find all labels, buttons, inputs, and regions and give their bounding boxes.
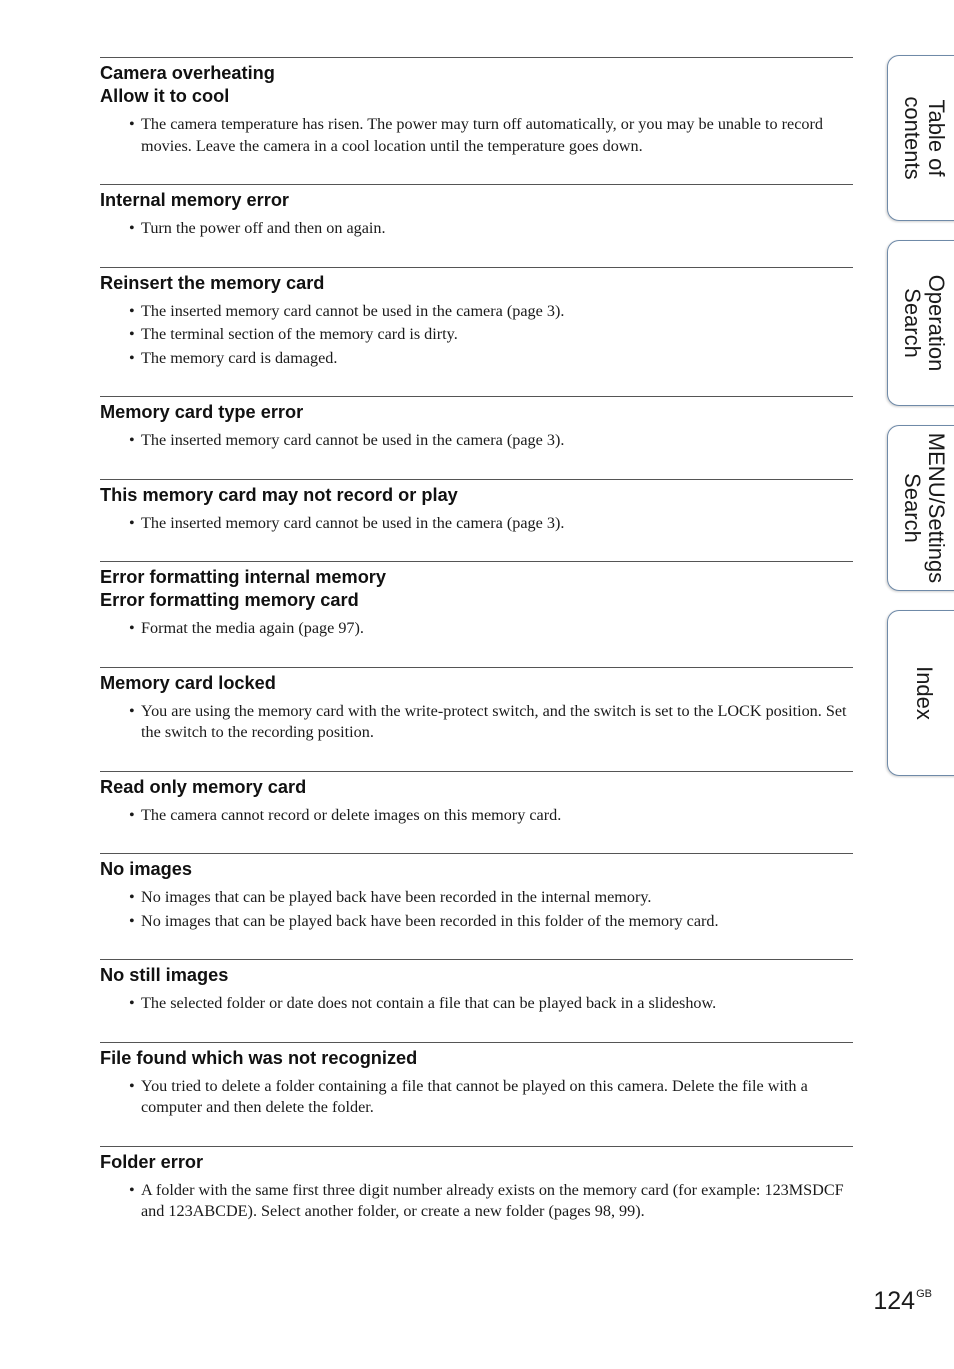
- document-body: [100, 57, 853, 1225]
- message-heading: This memory card may not record or play: [100, 484, 458, 505]
- bullet-item: • Format the media again (page 97).: [100, 618, 853, 640]
- bullet-item: • A folder with the same first three digit number already exists on the memory card (for example: 123MSDCF and 123ABCDE). Select another folder, or create a new folder (pages 98, 99).: [100, 1180, 853, 1223]
- bullet-item: • You tried to delete a folder containing a file that cannot be played on this camera. Delete the file with a computer and then delete the folder.: [100, 1076, 853, 1119]
- bullet-list: [100, 301, 853, 370]
- bullet-list: [100, 887, 853, 932]
- tab-operation-search[interactable]: [887, 240, 954, 406]
- tab-label-line: MENU/Settings: [924, 432, 949, 584]
- message-heading: No images: [100, 859, 192, 879]
- message-entry: [100, 57, 853, 184]
- tab-table-of-contents[interactable]: [887, 55, 954, 221]
- bullet-item: • The memory card is damaged.: [100, 348, 853, 370]
- bullet-list: [100, 993, 853, 1015]
- message-entry: [100, 396, 853, 479]
- page-number: [873, 1287, 932, 1316]
- bullet-item: • No images that can be played back have been recorded in the internal memory.: [100, 887, 853, 909]
- page-number-suffix: GB: [916, 1288, 932, 1300]
- tab-label: [900, 433, 948, 583]
- tab-label-line: Table of: [924, 99, 949, 177]
- bullet-item: • Turn the power off and then on again.: [100, 218, 853, 240]
- bullet-item: • The inserted memory card cannot be used in the camera (page 3).: [100, 301, 853, 323]
- message-heading: Allow it to cool: [100, 86, 230, 106]
- message-entry: [100, 1042, 853, 1146]
- bullet-item: • The selected folder or date does not contain a file that can be played back in a slideshow.: [100, 993, 853, 1015]
- bullet-list: [100, 805, 853, 827]
- message-entry: [100, 479, 853, 562]
- bullet-list: [100, 1076, 853, 1119]
- tab-label: [900, 96, 948, 179]
- tab-label-line: Search: [900, 288, 925, 358]
- bullet-item: • No images that can be played back have been recorded in this folder of the memory card.: [100, 911, 853, 933]
- tab-index[interactable]: [887, 610, 954, 776]
- bullet-list: [100, 513, 853, 535]
- message-entry: [100, 561, 853, 667]
- message-entry: [100, 184, 853, 267]
- message-heading: Folder error: [100, 1151, 204, 1172]
- message-heading: Camera overheating: [100, 63, 275, 83]
- bullet-list: [100, 430, 853, 452]
- tab-label: [912, 666, 936, 720]
- bullet-list: [100, 114, 853, 157]
- message-heading: Internal memory error: [100, 190, 290, 210]
- message-entry: [100, 771, 853, 854]
- tab-label-line: contents: [900, 96, 925, 180]
- message-entry: [100, 667, 853, 771]
- tab-menu-settings-search[interactable]: [887, 425, 954, 591]
- message-heading: Error formatting memory card: [100, 590, 359, 610]
- message-heading: Error formatting internal memory: [100, 567, 387, 587]
- bullet-list: [100, 701, 853, 744]
- message-entry: [100, 267, 853, 397]
- message-heading: Memory card type error: [100, 402, 304, 422]
- tab-label-line: Search: [900, 473, 925, 543]
- message-heading: Read only memory card: [100, 776, 307, 797]
- bullet-item: • The camera temperature has risen. The power may turn off automatically, or you may be unable to record movies. Leave the camera in a cool location until the temperature goes down.: [100, 114, 853, 157]
- message-heading: File found which was not recognized: [100, 1047, 418, 1068]
- side-navigation-tabs: [886, 0, 954, 1369]
- tab-label: [900, 275, 948, 372]
- message-entry: [100, 1146, 853, 1223]
- bullet-item: • You are using the memory card with the write-protect switch, and the switch is set to the LOCK position. Set the switch to the recording position.: [100, 701, 853, 744]
- bullet-item: • The inserted memory card cannot be used in the camera (page 3).: [100, 513, 853, 535]
- page-number-value: 124: [873, 1287, 916, 1315]
- bullet-item: • The camera cannot record or delete images on this memory card.: [100, 805, 853, 827]
- tab-label-line: Operation: [924, 274, 949, 372]
- bullet-list: [100, 218, 853, 240]
- message-heading: Reinsert the memory card: [100, 272, 325, 293]
- message-heading: Memory card locked: [100, 672, 276, 693]
- tab-label-line: Index: [912, 666, 937, 720]
- bullet-item: • The terminal section of the memory card is dirty.: [100, 324, 853, 346]
- bullet-list: [100, 1180, 853, 1223]
- bullet-list: [100, 618, 853, 640]
- bullet-item: • The inserted memory card cannot be used in the camera (page 3).: [100, 430, 853, 452]
- message-entry: [100, 853, 853, 959]
- message-heading: No still images: [100, 965, 229, 985]
- message-entry: [100, 959, 853, 1042]
